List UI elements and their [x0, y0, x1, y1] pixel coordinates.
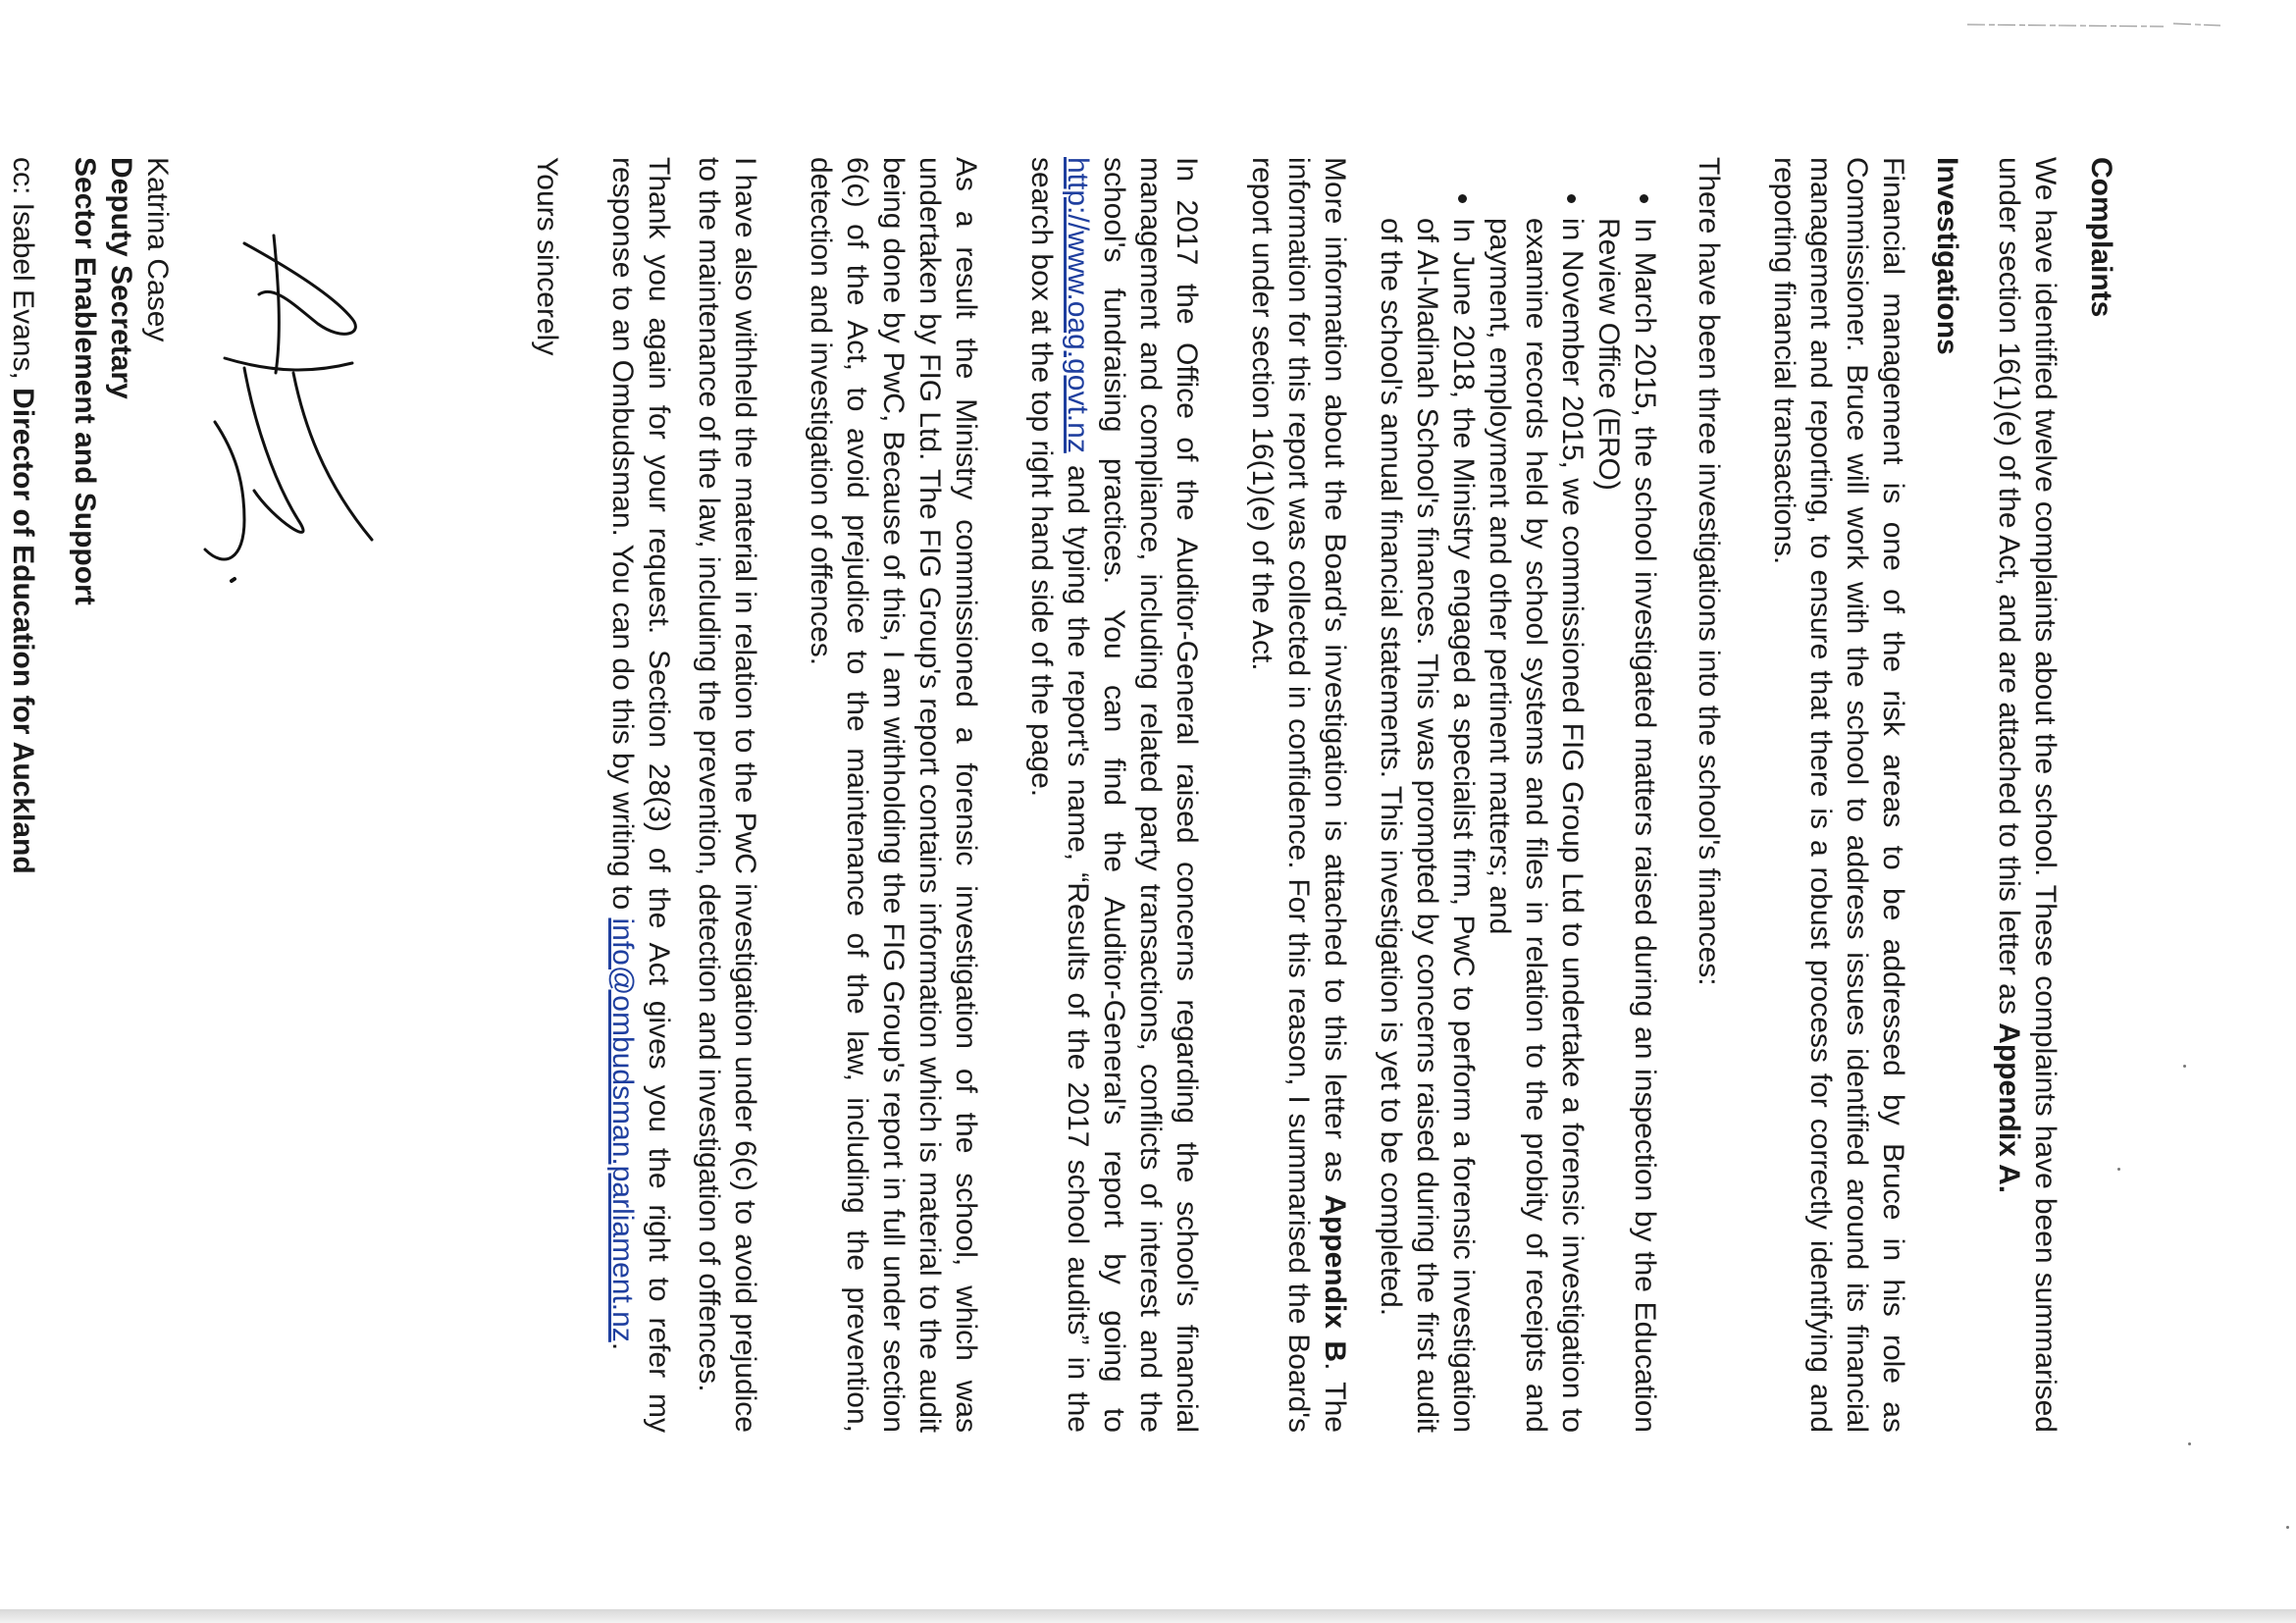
complaints-heading: Complaints: [2085, 157, 2117, 318]
appendix-a-ref: Appendix A: [1993, 1022, 2025, 1185]
oag-link[interactable]: http://www.oag.govt.nz: [1062, 157, 1094, 453]
board-text-end: . The information for this report was collected in confidence. For this reason, I summarised the Board's report under section 16(1)(e) of the Act.: [1246, 157, 1351, 1433]
closing-block: [5, 157, 565, 1433]
thanks-paragraph: [604, 157, 677, 1433]
board-text: More information about the Board's investigation is attached to this letter as: [1319, 157, 1351, 1195]
scan-edge: [0, 1609, 2296, 1623]
oag-text: In 2017 the Office of the Auditor-General raised concerns regarding the school's financial management and compliance, including related party transactions, conflicts of interest and the school's fundraising practices. You can find the Auditor-General's report by going to: [1098, 157, 1203, 1433]
sign-off: Yours sincerely: [531, 157, 563, 356]
signature-area: [176, 157, 382, 1433]
signatory-title: Deputy Secretary: [105, 157, 137, 399]
cc-role: Director of Education for Auckland: [7, 388, 39, 874]
list-item: • In March 2015, the school investigated matters raised during an inspection by the Education Review Office (ERO): [1591, 218, 1663, 1433]
complaints-text: We have identified twelve complaints about the school. These complaints have been summarised under section 16(1)(e) of the Act, and are attached to this letter as: [1993, 157, 2061, 1433]
appendix-b-ref: Appendix B: [1319, 1194, 1351, 1363]
oag-paragraph: [1023, 157, 1205, 1433]
handwritten-signature: [176, 226, 391, 638]
investigations-intro: Financial management is one of the risk areas to be addressed by Bruce in his role as Commissioner. Bruce will work with the school to address issues identified around its financial management and reporting, to ensure that there is a robust process for correctly identifying and reporting financial transactions.: [1768, 157, 1909, 1433]
complaints-paragraph: [1991, 157, 2063, 1433]
list-item: • in November 2015, we commissioned FIG Group Ltd to undertake a forensic investigation to examine records held by school systems and files in relation to the probity of receipts and payment, employment and other pertinent matters; and: [1482, 218, 1591, 1433]
thanks-text-end: .: [606, 1341, 639, 1351]
thanks-text: Thank you again for your request. Section 28(3) of the Act gives you the right to refer my response to an Ombudsman. You can do this by writing to: [606, 157, 675, 1433]
board-paragraph: [1244, 157, 1353, 1433]
list-item: • In June 2018, the Ministry engaged a specialist firm, PwC to perform a forensic investigation of Al-Madinah School's finances. This was prompted by concerns raised during the first audit of the school's annual financial statements. This investigation is yet to be completed.: [1373, 218, 1482, 1433]
ombudsman-email-link[interactable]: info@ombudsman.parliament.nz: [606, 917, 639, 1342]
investigations-list: [1373, 157, 1663, 1433]
cc-line: [5, 157, 41, 1433]
complaints-period: .: [1993, 1184, 2025, 1194]
investigations-lead: There have been three investigations into the school's finances:: [1693, 157, 1725, 986]
oag-text-end: and typing the report's name, “Results of the 2017 school audits” in the search box at the top right hand side of the page.: [1025, 157, 1094, 1433]
fig-paragraph: As a result the Ministry commissioned a forensic investigation of the school, which was undertaken by FIG Ltd. The FIG Group's report contains information which is material to the audit being done by PwC, Because of this, I am withholding the FIG Group's report in full under section 6(c) of the Act, to avoid prejudice to the maintenance of the law, including the prevention, detection and investigation of offences.: [805, 157, 982, 1433]
cc-prefix: cc: Isabel Evans,: [7, 157, 39, 389]
signatory-unit: Sector Enablement and Support: [69, 157, 101, 605]
pwc-paragraph: I have also withheld the material in relation to the PwC investigation under 6(c) to avoid prejudice to the maintenance of the law, including the prevention, detection and investigation of offences.: [693, 157, 761, 1433]
investigations-heading: Investigations: [1931, 157, 1963, 355]
letter-body: [0, 157, 2119, 1433]
signatory-name: Katrina Casey: [141, 157, 174, 342]
